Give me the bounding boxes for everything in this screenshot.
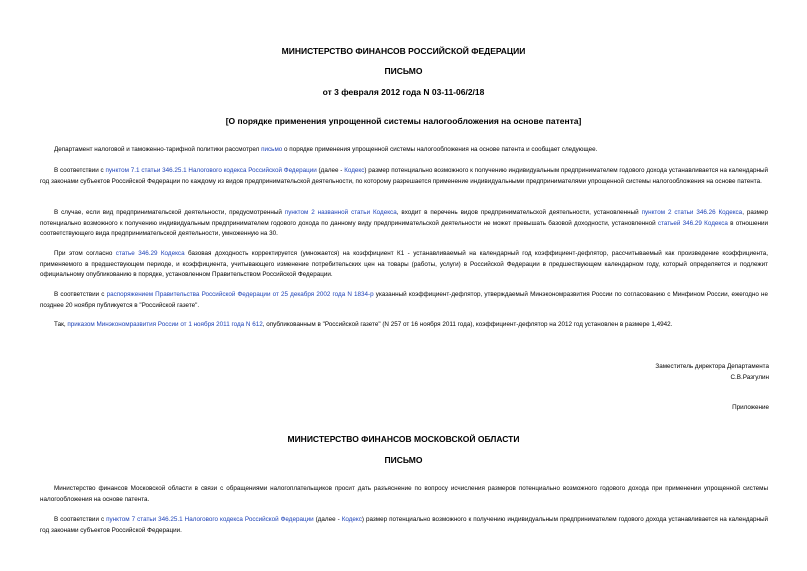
paragraph-6: Так, приказом Минэкономразвития России от 1 ноября 2011 года N 612, опубликованным в "Российской газете" (N 257 от 16 ноября 2011 года), коэффициент-дефлятор на 2012 год установлен в размере 1,4942. xyxy=(54,321,673,328)
signature-position: Заместитель директора Департамента xyxy=(655,363,769,370)
link-article-346-25-1-p7[interactable]: пунктом 7 статьи 346.25.1 Налогового кодекса Российской Федерации xyxy=(106,516,314,523)
paragraph-5: В соответствии с распоряжением Правительства Российской Федерации от 25 декабря 2002 года N 1834-р указанный коэффициент-дефлятор, утверждаемый Минэкономразвития России по согласованию с Минфином России, ежегодно не позднее 20 ноября публикуется в "Российской газете". xyxy=(40,291,769,309)
link-letter[interactable]: письмо xyxy=(261,146,283,153)
link-article-346-26[interactable]: пунктом 2 статьи 346.26 Кодекса xyxy=(641,209,743,216)
link-code[interactable]: Кодекс xyxy=(344,167,365,174)
paragraph-4: При этом согласно статье 346.29 Кодекса базовая доходность корректируется (умножается) на коэффициент К1 - устанавливаемый на календарный год коэффициент-дефлятор, рассчитываемый как произведение коэффициента, применяемого в предшествующем периоде, и коэффициента, учитывающего изменение потребительских цен на товары (работы, услуги) в Российской Федерации в предшествующем календарном году, который определяется и подлежит официальному опубликованию в порядке, установленном Правительством Российской Федерации. xyxy=(40,250,768,278)
appendix-label: Приложение xyxy=(732,404,769,411)
link-article-346-29-b[interactable]: статье 346.29 Кодекса xyxy=(115,250,185,257)
link-order-612[interactable]: приказом Минэкономразвития России от 1 ноября 2011 года N 612 xyxy=(67,321,263,328)
paragraph-2: В соответствии с пунктом 7.1 статьи 346.25.1 Налогового кодекса Российской Федерации (далее - Кодекс) размер потенциально возможного к получению индивидуальным предпринимателем годового дохода устанавливается на календарный год законами субъектов Российской Федерации по каждому из видов предпринимательской деятельности, по которому разрешается применение индивидуальными предпринимателями упрощенной системы налогообложения на основе патента. xyxy=(40,167,769,185)
link-order-1834-r[interactable]: распоряжением Правительства Российской Федерации от 25 декабря 2002 года N 1834-р xyxy=(106,291,374,298)
doc-type: ПИСЬМО xyxy=(384,66,423,76)
link-article-346-29[interactable]: статьей 346.29 Кодекса xyxy=(657,219,728,227)
appendix-doc-type: ПИСЬМО xyxy=(384,455,423,465)
signature-block xyxy=(655,362,769,383)
paragraph-3: В случае, если вид предпринимательской деятельности, предусмотренный пунктом 2 названной статьи Кодекса, входит в перечень видов предпринимательской деятельности, установленный пунктом 2 статьи 346.26 Кодекса, размер потенциально возможного к получению индивидуальным предпринимателем годового дохода по данному виду предпринимательской деятельности не может превышать базовой доходности, установленной статьей 346.29 Кодекса в отношении соответствующего вида предпринимательской деятельности, умноженную на 30. xyxy=(40,209,769,237)
ministry-title: МИНИСТЕРСТВО ФИНАНСОВ РОССИЙСКОЙ ФЕДЕРАЦИИ xyxy=(281,46,526,56)
link-code-b[interactable]: Кодекс xyxy=(341,516,362,523)
link-article-p2[interactable]: пунктом 2 названной статьи Кодекса xyxy=(284,209,397,216)
link-article-346-25-1-p7-1[interactable]: пунктом 7.1 статьи 346.25.1 Налогового кодекса Российской Федерации xyxy=(105,167,317,174)
subject-title: [О порядке применения упрощенной системы налогообложения на основе патента] xyxy=(225,116,582,126)
date-number: от 3 февраля 2012 года N 03-11-06/2/18 xyxy=(322,87,485,97)
signature-name: С.В.Разгулин xyxy=(730,373,769,381)
paragraph-1: Департамент налоговой и таможенно-тарифной политики рассмотрел письмо о порядке применения упрощенной системы налогообложения на основе патента и сообщает следующее. xyxy=(54,146,598,153)
appendix-ministry-title: МИНИСТЕРСТВО ФИНАНСОВ МОСКОВСКОЙ ОБЛАСТИ xyxy=(287,434,520,444)
appendix-paragraph-1: Министерство финансов Московской области в связи с обращениями налогоплательщиков просит дать разъяснение по вопросу исчисления размеров потенциально возможного годового дохода при применении упрощенной системы налогообложения на основе патента. xyxy=(40,485,768,503)
appendix-paragraph-2: В соответствии с пунктом 7 статьи 346.25.1 Налогового кодекса Российской Федерации (далее - Кодекс) размер потенциально возможного к получению индивидуальным предпринимателем годового дохода устанавливается на календарный год законами субъектов Российской Федерации. xyxy=(40,516,769,534)
